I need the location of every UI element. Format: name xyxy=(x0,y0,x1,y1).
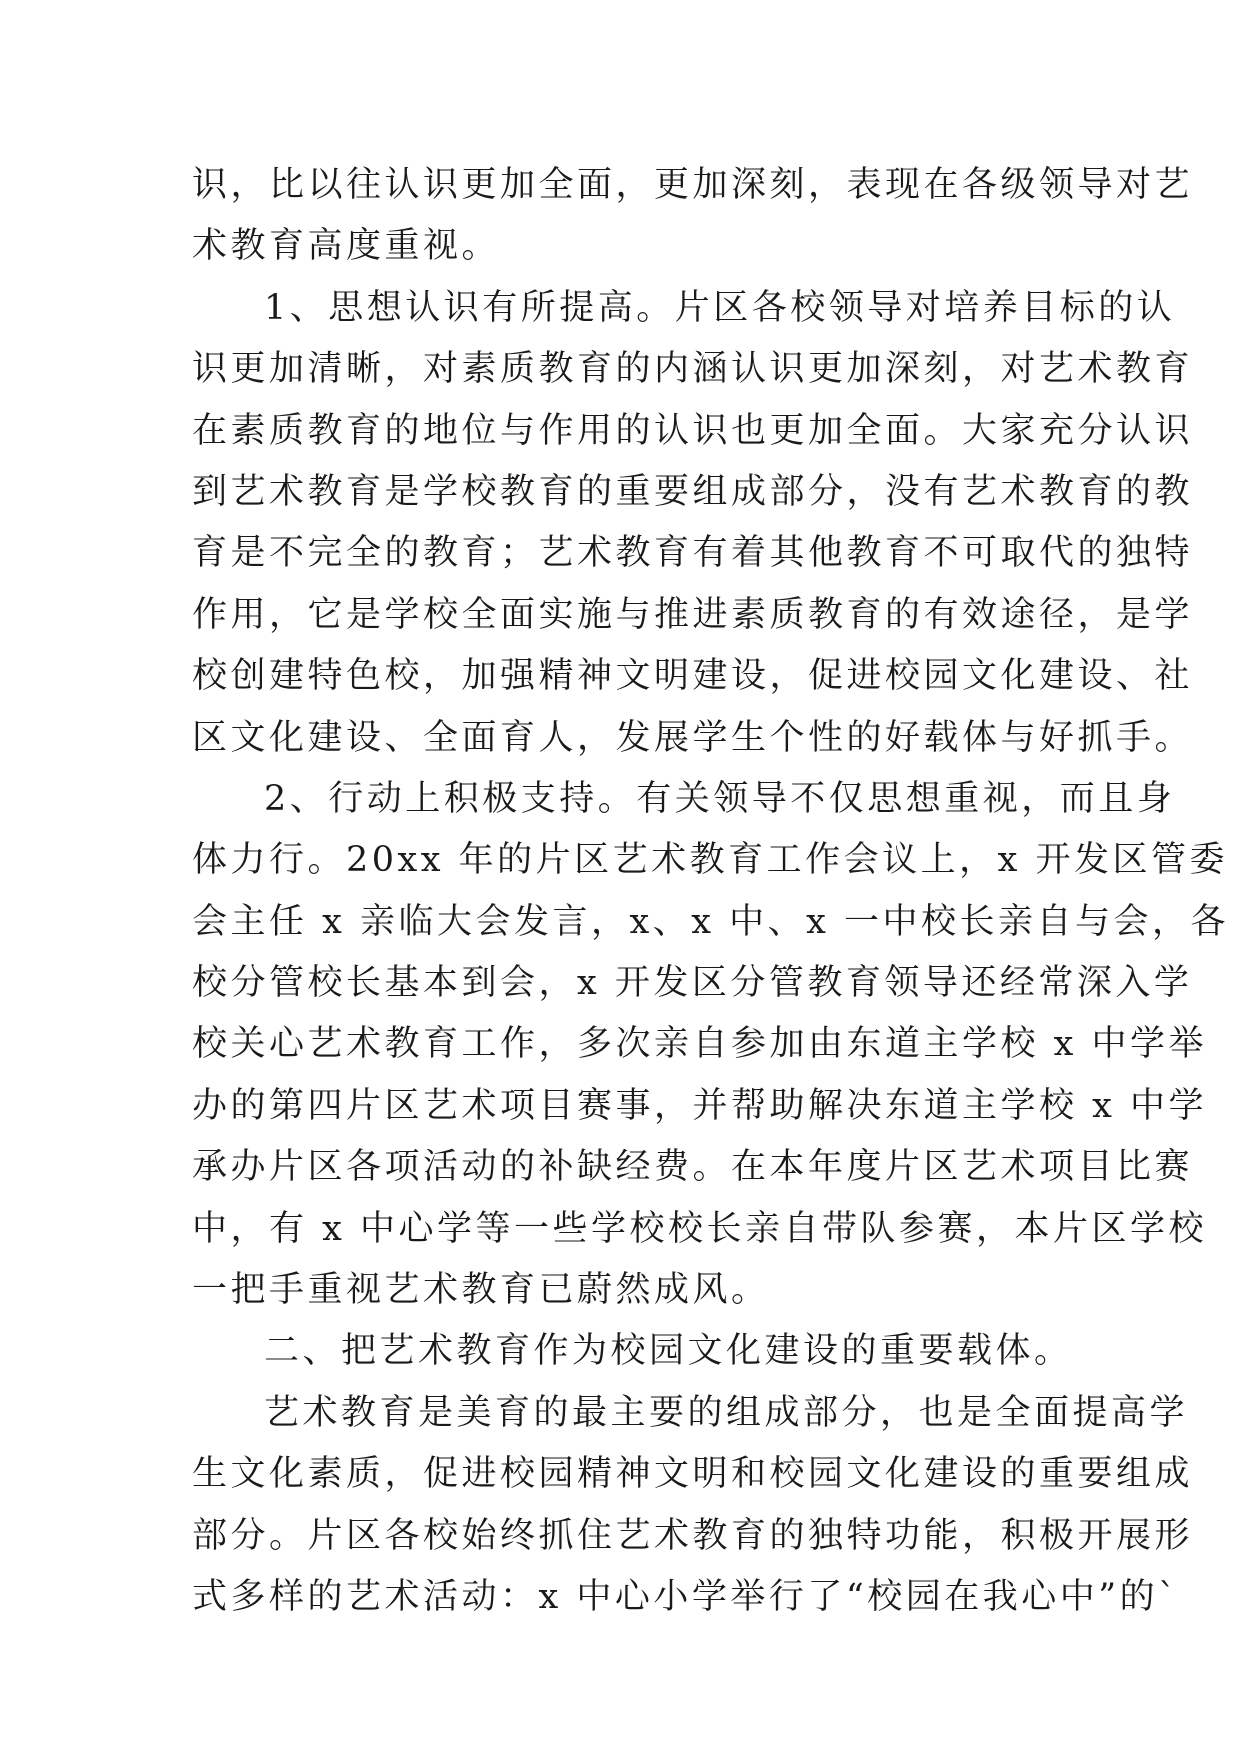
text-line: 术教育高度重视。 xyxy=(192,226,501,267)
text-line: 区文化建设、全面育人，发展学生个性的好载体与好抓手。 xyxy=(192,717,1194,758)
text-line: 生文化素质，促进校园精神文明和校园文化建设的重要组成 xyxy=(192,1454,1194,1495)
text-line: 在素质教育的地位与作用的认识也更加全面。大家充分认识 xyxy=(192,410,1194,451)
text-line: 办的第四片区艺术项目赛事，并帮助解决东道主学校 x 中学 xyxy=(192,1085,1207,1126)
text-line: 1、思想认识有所提高。片区各校领导对培养目标的认 xyxy=(264,287,1176,328)
text-line: 校关心艺术教育工作，多次亲自参加由东道主学校 x 中学举 xyxy=(192,1024,1207,1065)
text-line: 部分。片区各校始终抓住艺术教育的独特功能，积极开展形 xyxy=(192,1515,1194,1556)
text-line: 识更加清晰，对素质教育的内涵认识更加深刻，对艺术教育 xyxy=(192,349,1194,390)
text-line: 承办片区各项活动的补缺经费。在本年度片区艺术项目比赛 xyxy=(192,1147,1194,1188)
text-line: 育是不完全的教育；艺术教育有着其他教育不可取代的独特 xyxy=(192,533,1194,574)
text-line: 识，比以往认识更加全面，更加深刻，表现在各级领导对艺 xyxy=(192,165,1194,205)
text-line: 校分管校长基本到会，x 开发区分管教育领导还经常深入学 xyxy=(192,963,1193,1004)
document-body xyxy=(192,155,1229,1628)
text-line: 二、把艺术教育作为校园文化建设的重要载体。 xyxy=(264,1331,1073,1372)
text-line: 作用，它是学校全面实施与推进素质教育的有效途径，是学 xyxy=(192,594,1194,635)
text-line: 艺术教育是美育的最主要的组成部分，也是全面提高学 xyxy=(264,1392,1189,1433)
text-line: 一把手重视艺术教育已蔚然成风。 xyxy=(192,1270,770,1311)
text-line: 2、行动上积极支持。有关领导不仅思想重视，而且身 xyxy=(264,778,1176,819)
text-line: 中，有 x 中心学等一些学校校长亲自带队参赛，本片区学校 xyxy=(192,1208,1207,1249)
text-line: 校创建特色校，加强精神文明建设，促进校园文化建设、社 xyxy=(192,656,1194,697)
text-line: 体力行。20xx 年的片区艺术教育工作会议上，x 开发区管委 xyxy=(192,840,1229,881)
text-line: 会主任 x 亲临大会发言，x、x 中、x 一中校长亲自与会，各 xyxy=(192,901,1229,942)
text-line: 式多样的艺术活动：x 中心小学举行了“校园在我心中”的` xyxy=(192,1576,1180,1617)
text-line: 到艺术教育是学校教育的重要组成部分，没有艺术教育的教 xyxy=(192,471,1194,512)
